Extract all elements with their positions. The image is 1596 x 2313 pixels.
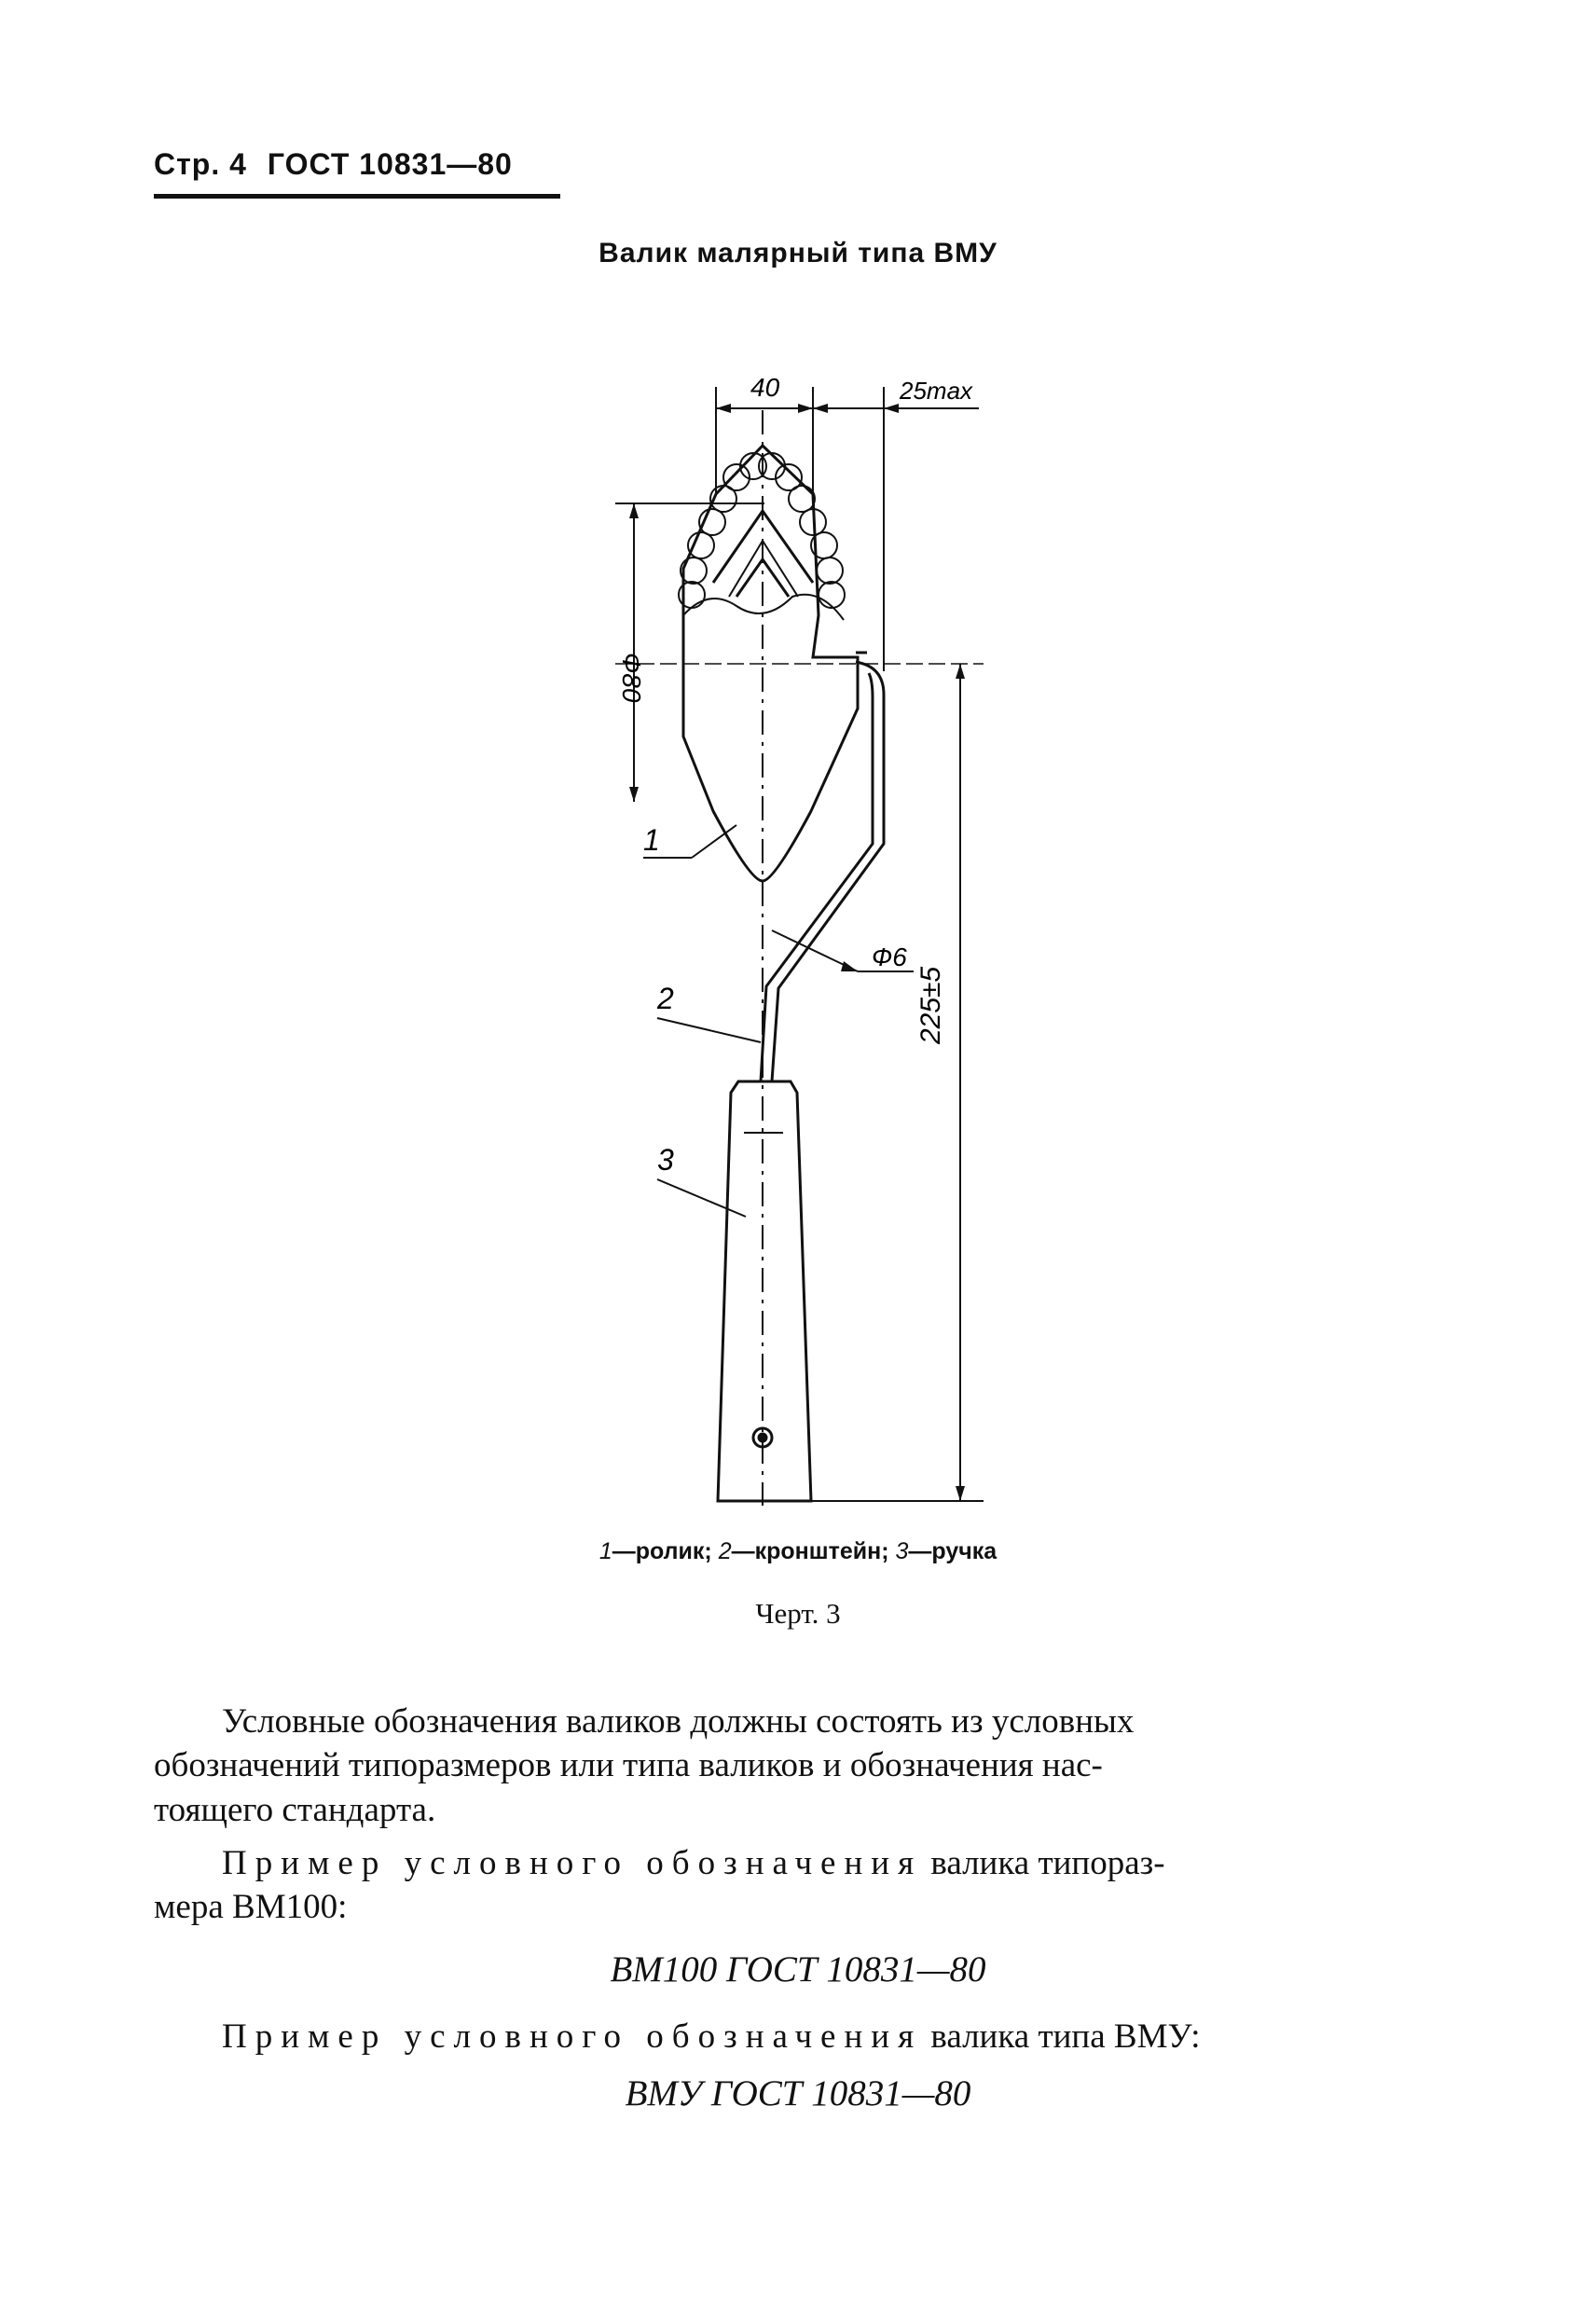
figure-legend [0, 1538, 1596, 1565]
bracket-rod [772, 662, 884, 1081]
roller-drawing [559, 354, 1044, 1510]
dim-rod-label: Ф6 [872, 943, 907, 971]
callout-3: 3 [657, 1143, 674, 1177]
callout-2: 2 [657, 982, 674, 1015]
dim-width-label: 40 [750, 373, 780, 402]
example1-line1 [222, 1843, 1452, 1883]
callout-1: 1 [643, 823, 660, 857]
legend-text-3: —ручка [908, 1538, 998, 1564]
page-header [154, 147, 533, 182]
example2-tail: валика типа ВМУ: [930, 2017, 1201, 2056]
header-rule [154, 194, 560, 199]
example2-lead: Пример условного обозначения [222, 2017, 923, 2056]
dim-offset-label: 25max [900, 377, 973, 405]
legend-num-1: 1 [598, 1538, 612, 1564]
dim-diameter-label: Ф80 [617, 653, 646, 703]
legend-text-1: —ролик; [612, 1538, 712, 1564]
standard-number: ГОСТ 10831—80 [267, 147, 513, 181]
example2-line [222, 2017, 1452, 2057]
para1-line2: обозначений типоразмеров или типа валиков и обозначения нас- [154, 1746, 1103, 1784]
dim-length-label: 225±5 [915, 966, 946, 1044]
para1-line1: Условные обозначения валиков должны состоять из условных [222, 1702, 1135, 1741]
figure-label: Черт. 3 [755, 1597, 841, 1630]
page-number: Стр. 4 [154, 147, 247, 181]
designation-1: ВМ100 ГОСТ 10831—80 [610, 1949, 986, 1989]
figure-title: Валик малярный типа ВМУ [598, 238, 998, 268]
example1-line2: мера ВМ100: [154, 1888, 348, 1926]
example1-lead: Пример условного обозначения [222, 1844, 923, 1882]
legend-num-2: 2 [718, 1538, 732, 1564]
para1-line3: тоящего стандарта. [154, 1791, 436, 1829]
example1-tail: валика типораз- [930, 1844, 1165, 1882]
designation-2: ВМУ ГОСТ 10831—80 [625, 2073, 971, 2113]
legend-num-3: 3 [895, 1538, 909, 1564]
legend-text-2: —кронштейн; [731, 1538, 889, 1564]
